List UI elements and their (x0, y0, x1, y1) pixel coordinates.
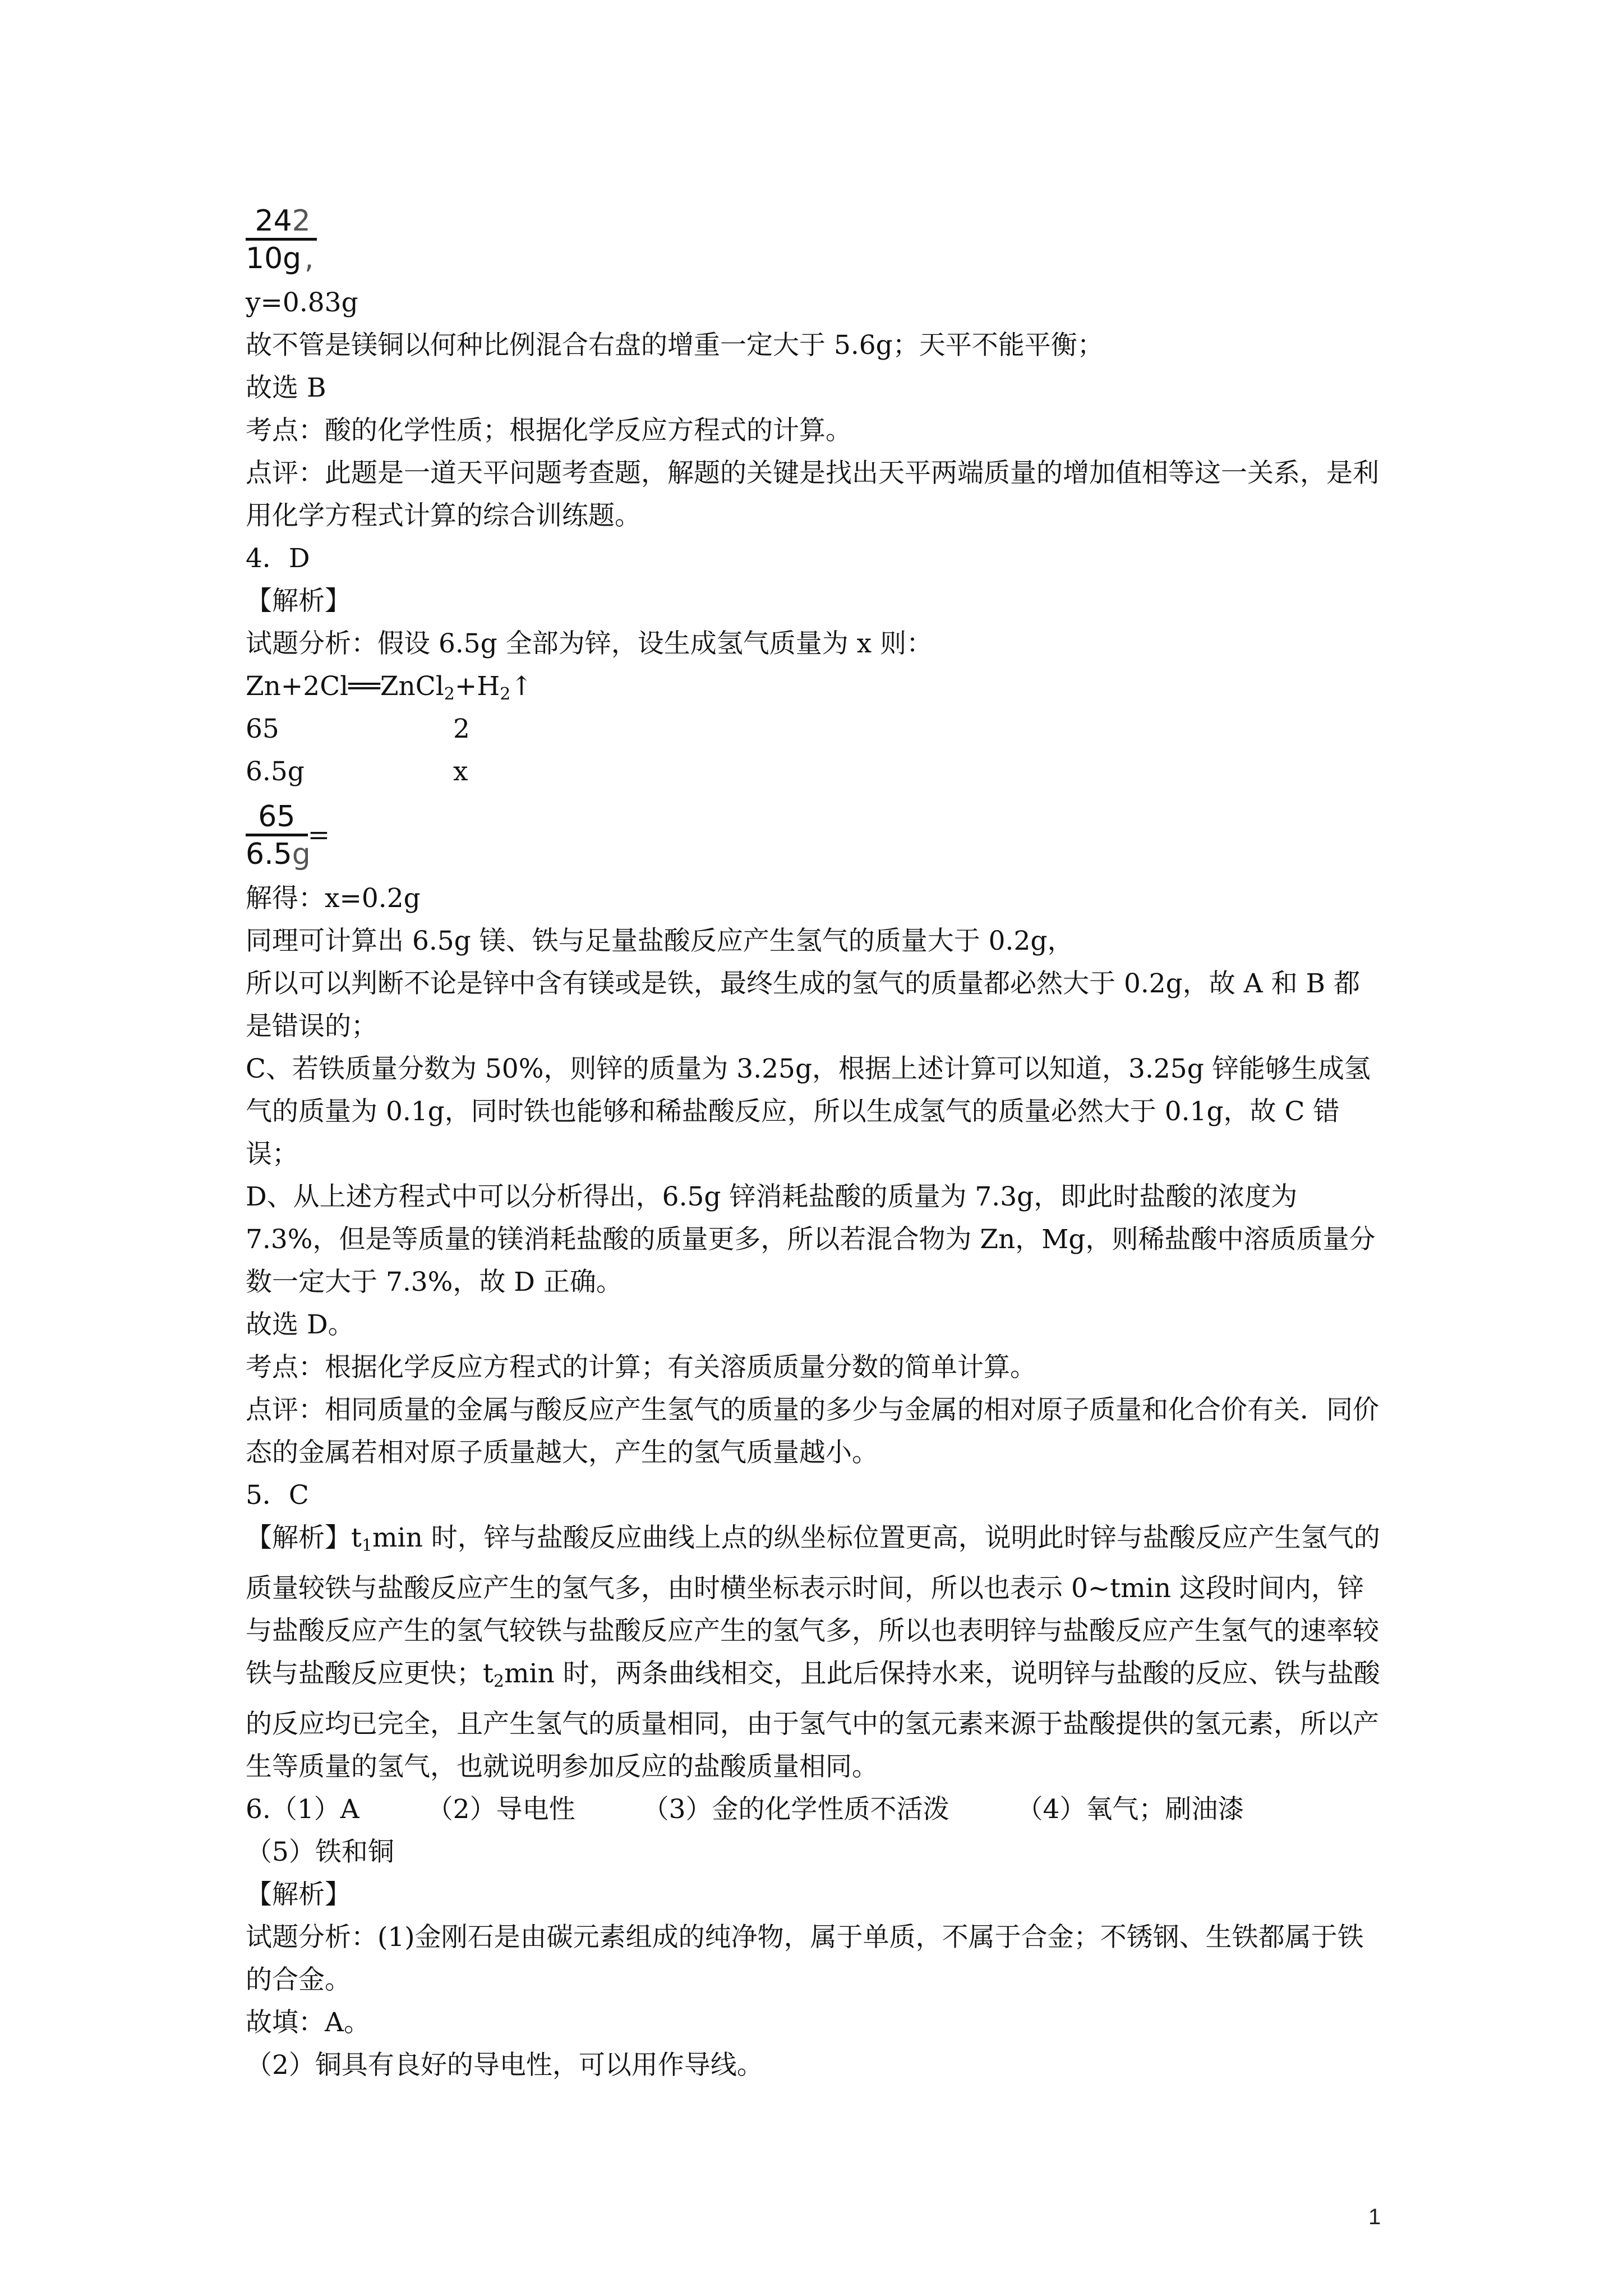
fraction-denominator: 6.5 (246, 837, 292, 871)
q5-explanation: 【解析】$t_1\min$ 时，锌与盐酸反应曲线上点的纵坐标位置更高，说明此时锌与盐酸反应产生氢气的质量较铁与盐酸反应产生的氢气多，由时横坐标表示时间，所以也表示 0~tmin 这段时间内，锌与盐酸反应产生的氢气较铁与盐酸反应产生的氢气多，所以也表明锌与盐酸反应产生氢气的速率较铁与盐酸反应更快；$t_2\min$ 时，两条曲线相交，且此后保持水来，说明锌与盐酸的反应、铁与盐酸的反应均已完全，且产生氢气的质量相同，由于氢气中的氢元素来源于盐酸提供的氢元素，所以产生等质量的氢气，也就说明参加反应的盐酸质量相同。 (246, 1522, 1380, 1782)
fraction-numerator: 65 (246, 802, 308, 836)
fraction-denominator: 10g (246, 241, 302, 275)
question-6-answers: 6.（1）A （2）导电性 （3）金的化学性质不活泼 （4）氧气；刷油漆 (246, 1794, 1244, 1825)
question-6-answer-5: （5）铁和铜 (246, 1837, 394, 1867)
q4-option-c: C、若铁质量分数为 50%，则锌的质量为 3.25g，根据上述计算可以知道，3.25g 锌能够生成氢气的质量为 0.1g，同时铁也能够和稀盐酸反应，所以生成氢气的质量必然大于 0.1g，故 C 错误； (246, 1053, 1371, 1170)
document-body (246, 197, 1384, 2087)
q6-part-2: （2）铜具有良好的导电性，可以用作导线。 (246, 2050, 763, 2081)
analysis-q6: 试题分析：(1)金刚石是由碳元素组成的纯净物，属于单质，不属于合金；不锈钢、生铁都属于铁的合金。 (246, 1922, 1364, 1995)
q4-line-1: 同理可计算出 6.5g 镁、铁与足量盐酸反应产生氢气的质量大于 0.2g， (246, 926, 1074, 956)
result-y: y=0.83g (246, 287, 358, 318)
fraction-equals: = (307, 820, 330, 850)
choice-q4: 故选 D。 (246, 1309, 354, 1340)
q4-line-2: 所以可以判断不论是锌中含有镁或是铁，最终生成的氢气的质量都必然大于 0.2g，故 A 和 B 都是错误的； (246, 968, 1361, 1042)
q4-option-d: D、从上述方程式中可以分析得出，6.5g 锌消耗盐酸的质量为 7.3g，即此时盐酸的浓度为 7.3%，但是等质量的镁消耗盐酸的质量更多，所以若混合物为 Zn，Mg，则稀盐酸中溶质质量分数一定大于 7.3%，故 D 正确。 (246, 1181, 1376, 1297)
gutian-q6: 故填：A。 (246, 2007, 370, 2038)
gas-arrow-icon: ↑ (510, 671, 533, 702)
jiexi-label-q6: 【解析】 (246, 1879, 351, 1910)
jiexi-label-q4: 【解析】 (246, 586, 351, 616)
mass-row-2: 6.5g x (246, 756, 468, 787)
chemical-equation: $Zn+2Cl══ZnCl_2+H_2↑$ (246, 671, 533, 704)
question-5-answer: 5．C (246, 1480, 309, 1511)
dianping-q3: 点评：此题是一道天平问题考查题，解题的关键是找出天平两端质量的增加值相等这一关系，是利用化学方程式计算的综合训练题。 (246, 458, 1379, 531)
equation-equals-sign: ══ (348, 671, 380, 702)
fraction-24-over-10g (246, 197, 1384, 282)
fraction-numerator-cut: 2 (292, 204, 311, 238)
page-number: 1 (1368, 2205, 1381, 2229)
fraction-65-over-6-5g: $\frac{65}{6.5g}$ = (246, 799, 330, 871)
choice-q3: 故选 B (246, 372, 326, 403)
conclusion-q3: 故不管是镁铜以何种比例混合右盘的增重一定大于 5.6g；天平不能平衡； (246, 330, 1104, 361)
kaodian-q3: 考点：酸的化学性质；根据化学反应方程式的计算。 (246, 415, 852, 446)
question-4-answer: 4．D (246, 543, 310, 574)
analysis-q4: 试题分析：假设 6.5g 全部为锌，设生成氢气质量为 x 则： (246, 628, 933, 659)
kaodian-q4: 考点：根据化学反应方程式的计算；有关溶质质量分数的简单计算。 (246, 1352, 1036, 1383)
fraction-numerator: 24 (255, 204, 292, 238)
dianping-q4: 点评：相同质量的金属与酸反应产生氢气的质量的多少与金属的相对原子质量和化合价有关．同价态的金属若相对原子质量越大，产生的氢气质量越小。 (246, 1395, 1379, 1468)
fraction-denominator-cut: , (304, 241, 314, 275)
mass-row-1: 65 2 (246, 714, 470, 744)
solve-x: 解得：x=0.2g (246, 883, 421, 914)
